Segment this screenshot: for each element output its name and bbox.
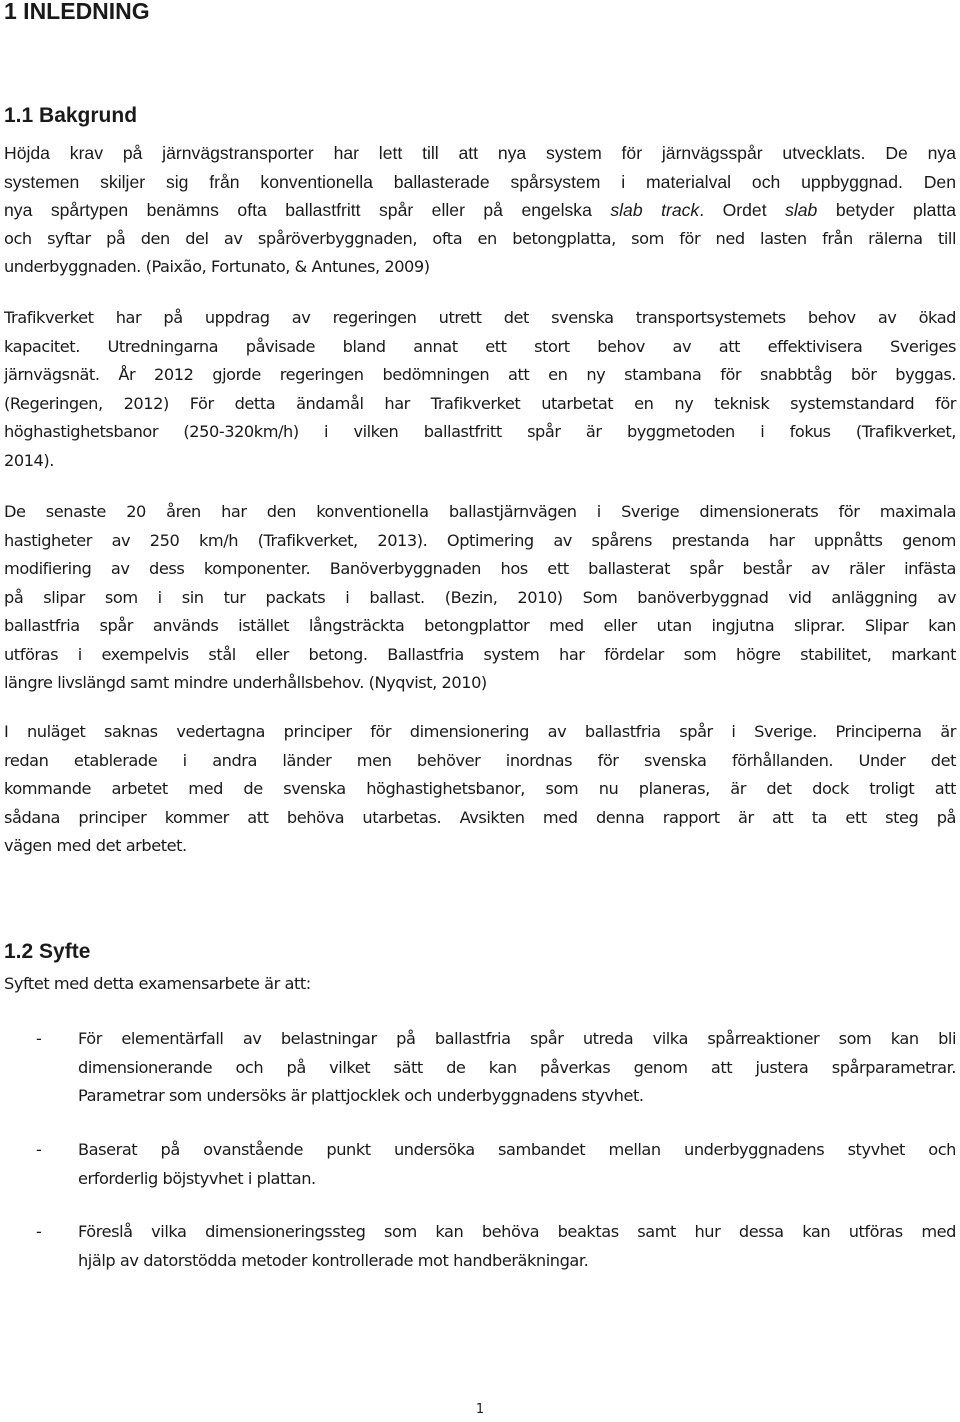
text-line: I nuläget saknas vedertagna principer för dimensionering av ballastfria spår i Sverige. Principerna är xyxy=(4,722,956,741)
section-heading-syfte: 1.2 Syfte xyxy=(4,940,91,963)
text-line: Höjda krav på järnvägstransporter har lett till att nya system för järnvägsspår utvecklats. De nya xyxy=(4,143,956,163)
text-line: För elementärfall av belastningar på ballastfria spår utreda vilka spårreaktioner som kan bli xyxy=(78,1029,956,1048)
purpose-intro xyxy=(4,970,956,999)
italic-term: slab xyxy=(785,200,818,220)
text-line: (Regeringen, 2012) För detta ändamål har Trafikverket utarbetat en ny teknisk systemstandard för xyxy=(4,393,956,413)
text-line: dimensionerande och på vilket sätt de kan påverkas genom att justera spårparametrar. xyxy=(78,1057,956,1077)
text-line: järnvägsnät. År 2012 gjorde regeringen bedömningen att en ny stambana för snabbtåg bör byggas. xyxy=(4,365,956,384)
text-line: höghastighetsbanor (250-320km/h) i vilken ballastfritt spår är byggmetoden i fokus (Trafikverket, xyxy=(4,422,956,441)
page-number: 1 xyxy=(475,1402,485,1417)
text-line: redan etablerade i andra länder men behöver inordnas för svenska förhållanden. Under det xyxy=(4,750,956,770)
bullet-dash: - xyxy=(36,1222,42,1241)
text-run: nya spårtypen benämns ofta ballastfritt spår eller på engelska xyxy=(4,200,611,220)
italic-term: slab track xyxy=(610,200,700,220)
bullet-dash: - xyxy=(36,1140,42,1159)
bullet-item xyxy=(78,1025,956,1111)
text-line: Parametrar som undersöks är plattjocklek och underbyggnadens styvhet. xyxy=(78,1086,644,1105)
text-line: vägen med det arbetet. xyxy=(4,836,187,855)
text-line: ballastfria spår används istället långsträckta betongplattor med eller utan ingjutna sliprar. Slipar kan xyxy=(4,616,956,635)
bullet-item xyxy=(78,1136,956,1193)
paragraph-background-3 xyxy=(4,498,956,698)
text-line: Trafikverket har på uppdrag av regeringen utrett det svenska transportsystemets behov av ökad xyxy=(4,308,956,327)
text-line xyxy=(4,196,956,225)
text-line: hjälp av datorstödda metoder kontrollerade mot handberäkningar. xyxy=(78,1250,589,1270)
text-line: Föreslå vilka dimensioneringssteg som kan behöva beaktas samt hur dessa kan utföras med xyxy=(78,1222,956,1241)
text-line: 2014). xyxy=(4,450,54,470)
section-heading-bakgrund: 1.1 Bakgrund xyxy=(4,104,138,127)
text-line: och syftar på den del av spåröverbyggnaden, ofta en betongplatta, som för ned lasten från rälerna till xyxy=(4,228,956,248)
text-line: kapacitet. Utredningarna påvisade bland annat ett stort behov av att effektivisera Sveriges xyxy=(4,336,956,356)
text-run: . Ordet xyxy=(699,200,786,220)
text-line: modifiering av dess komponenter. Banöverbyggnaden hos ett ballasterat spår består av räler infästa xyxy=(4,559,956,578)
text-line: Syftet med detta examensarbete är att: xyxy=(4,974,311,993)
bullet-item xyxy=(78,1218,956,1275)
text-line: längre livslängd samt mindre underhållsbehov. (Nyqvist, 2010) xyxy=(4,673,487,692)
paragraph-background-1 xyxy=(4,139,956,282)
text-line: kommande arbetet med de svenska höghastighetsbanor, som nu planeras, är det dock troligt att xyxy=(4,779,956,798)
text-line: utföras i exempelvis stål eller betong. Ballastfria system har fördelar som högre stabilitet, markant xyxy=(4,644,956,664)
text-line: hastigheter av 250 km/h (Trafikverket, 2013). Optimering av spårens prestanda har uppnåtts genom xyxy=(4,530,956,550)
text-run: betyder platta xyxy=(817,200,957,220)
chapter-heading: 1 INLEDNING xyxy=(4,0,150,24)
text-line: sådana principer kommer att behöva utarbetas. Avsikten med denna rapport är att ta ett steg på xyxy=(4,807,956,827)
bullet-dash: - xyxy=(36,1029,42,1048)
text-line: systemen skiljer sig från konventionella ballasterade spårsystem i materialval och uppbyggnad. Den xyxy=(4,171,956,192)
paragraph-background-2 xyxy=(4,304,956,475)
text-line: erforderlig böjstyvhet i plattan. xyxy=(78,1168,316,1188)
text-line: Baserat på ovanstående punkt undersöka sambandet mellan underbyggnadens styvhet och xyxy=(78,1140,956,1159)
text-line: på slipar som i sin tur packats i ballast. (Bezin, 2010) Som banöverbyggnad vid anläggning av xyxy=(4,587,956,607)
text-line: underbyggnaden. (Paixão, Fortunato, & Antunes, 2009) xyxy=(4,257,430,276)
paragraph-background-4 xyxy=(4,718,956,861)
text-line: De senaste 20 åren har den konventionella ballastjärnvägen i Sverige dimensionerats för maximala xyxy=(4,502,956,521)
